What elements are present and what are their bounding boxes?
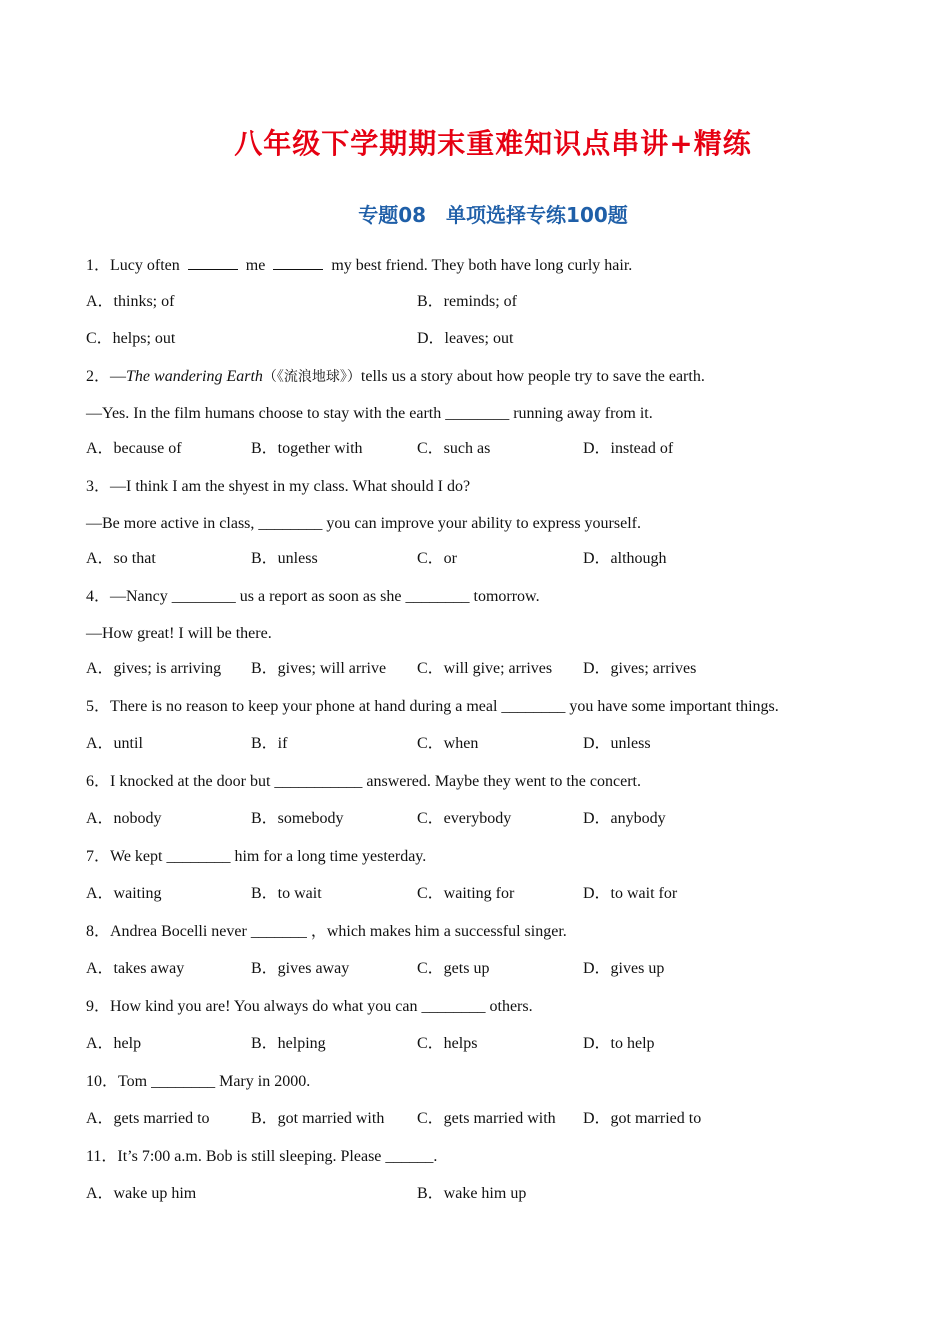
q6-option-b[interactable]: B．somebody [251,810,344,827]
q4-option-b[interactable]: B．gives; will arrive [251,660,387,677]
question-9: 9．How kind you are! You always do what you can ________ others. [86,998,533,1015]
question-5: 5．There is no reason to keep your phone at hand during a meal ________ you have some important things. [86,698,779,715]
q6-option-a[interactable]: A．nobody [86,810,162,827]
q7-option-b[interactable]: B．to wait [251,885,322,902]
q2-option-a[interactable]: A．because of [86,440,182,457]
q10-option-b[interactable]: B．got married with [251,1110,385,1127]
q6-option-c[interactable]: C．everybody [417,810,512,827]
q6-option-d[interactable]: D．anybody [583,810,666,827]
q10-option-c[interactable]: C．gets married with [417,1110,556,1127]
q3-option-b[interactable]: B．unless [251,550,318,567]
q4-option-c[interactable]: C．will give; arrives [417,660,553,677]
q1-stem-c: my best friend. They both have long curly hair. [331,257,633,274]
q8-option-d[interactable]: D．gives up [583,960,665,977]
q7-option-c[interactable]: C．waiting for [417,885,515,902]
q4-option-a[interactable]: A．gives; is arriving [86,660,222,677]
blank [188,255,238,270]
q11-option-a[interactable]: A．wake up him [86,1185,197,1202]
q3-option-c[interactable]: C．or [417,550,458,567]
question-7: 7．We kept ________ him for a long time yesterday. [86,848,427,865]
q10-option-a[interactable]: A．gets married to [86,1110,210,1127]
q7-option-d[interactable]: D．to wait for [583,885,678,902]
question-4: 4．—Nancy ________ us a report as soon as she ________ tomorrow. [86,588,540,605]
question-10: 10．Tom ________ Mary in 2000. [86,1073,311,1090]
blank [273,255,323,270]
q8-option-b[interactable]: B．gives away [251,960,350,977]
question-3: 3．—I think I am the shyest in my class. What should I do? [86,478,471,495]
q1-stem-a: 1．Lucy often [86,257,180,274]
q2-reply: —Yes. In the film humans choose to stay with the earth ________ running away from it. [86,405,653,422]
q5-option-a[interactable]: A．until [86,735,143,752]
q1-option-a[interactable]: A．thinks; of [86,293,175,310]
q9-option-a[interactable]: A．help [86,1035,142,1052]
page-title: 八年级下学期期末重难知识点串讲+精练 [234,127,752,160]
question-8: 8．Andrea Bocelli never _______ ，which makes him a successful singer. [86,923,567,940]
question-2 [86,367,705,387]
q2-stem-a: 2．— [86,368,127,385]
q4-option-d[interactable]: D．gives; arrives [583,660,697,677]
q5-option-b[interactable]: B．if [251,735,288,752]
q9-option-d[interactable]: D．to help [583,1035,655,1052]
q3-reply: —Be more active in class, ________ you can improve your ability to express yourself. [86,515,641,532]
q2-option-b[interactable]: B．together with [251,440,363,457]
question-11: 11．It’s 7:00 a.m. Bob is still sleeping. Please ______. [86,1148,438,1165]
q9-option-c[interactable]: C．helps [417,1035,478,1052]
question-6: 6．I knocked at the door but ___________ answered. Maybe they went to the concert. [86,773,641,790]
q1-option-b[interactable]: B．reminds; of [417,293,517,310]
q9-option-b[interactable]: B．helping [251,1035,326,1052]
q2-option-c[interactable]: C．such as [417,440,491,457]
q10-option-d[interactable]: D．got married to [583,1110,702,1127]
q2-stem-c: tells us a story about how people try to save the earth. [360,368,705,385]
q3-option-a[interactable]: A．so that [86,550,156,567]
q3-option-d[interactable]: D．although [583,550,667,567]
q1-option-d[interactable]: D．leaves; out [417,330,514,347]
q5-option-c[interactable]: C．when [417,735,479,752]
q8-option-a[interactable]: A．takes away [86,960,185,977]
q7-option-a[interactable]: A．waiting [86,885,162,902]
q11-option-b[interactable]: B．wake him up [417,1185,527,1202]
q1-option-c[interactable]: C．helps; out [86,330,176,347]
section-subtitle: 专题08 单项选择专练100题 [358,203,628,227]
q4-reply: —How great! I will be there. [86,625,272,642]
q2-chinese-title: （《流浪地球》） [262,369,361,385]
q2-option-d[interactable]: D．instead of [583,440,674,457]
q1-stem-b: me [245,257,266,274]
q2-film-title: The wandering Earth [126,368,263,385]
q5-option-d[interactable]: D．unless [583,735,651,752]
question-1 [86,255,632,276]
q8-option-c[interactable]: C．gets up [417,960,490,977]
